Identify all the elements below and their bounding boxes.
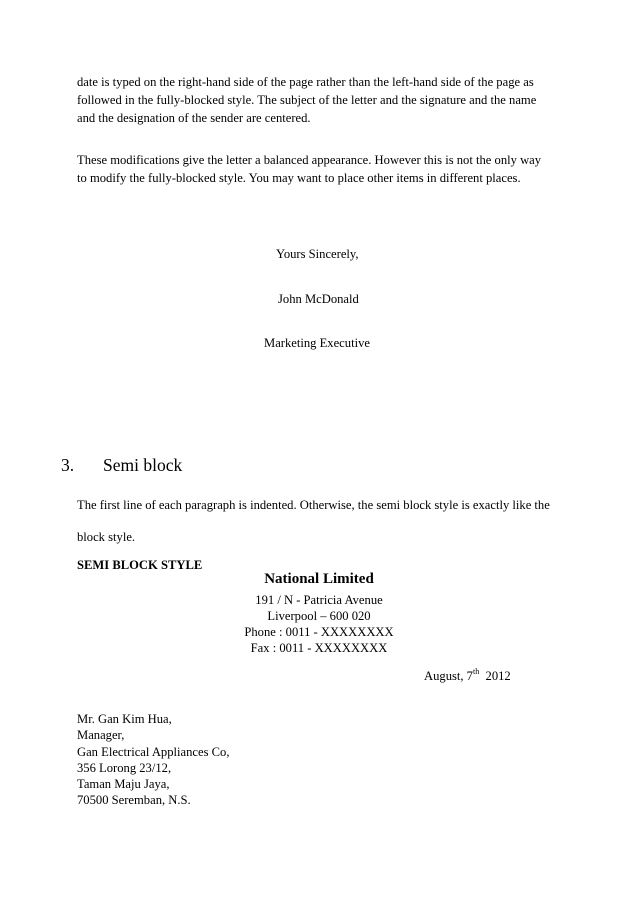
modifications-line: These modifications give the letter a balanced appearance. However this is not the only way xyxy=(77,153,542,167)
letterhead-address2: Liverpool – 600 020 xyxy=(267,609,371,623)
letterhead-fax: Fax : 0011 - XXXXXXXX xyxy=(250,641,388,655)
company-name: National Limited xyxy=(264,571,374,587)
section-description-line2: block style. xyxy=(77,530,136,544)
section-description-line1: The first line of each paragraph is indented. Otherwise, the semi block style is exactly like the xyxy=(77,498,550,512)
date-year: 2012 xyxy=(485,669,511,683)
modifications-line: to modify the fully-blocked style. You may want to place other items in different places. xyxy=(77,171,521,185)
signer-name: John McDonald xyxy=(278,292,359,306)
section-title: Semi block xyxy=(103,455,183,475)
style-label: SEMI BLOCK STYLE xyxy=(77,558,203,572)
letterhead-address1: 191 / N - Patricia Avenue xyxy=(255,593,383,607)
recipient-line: Taman Maju Jaya, xyxy=(77,777,170,792)
closing-salutation: Yours Sincerely, xyxy=(276,247,359,261)
recipient-line: Gan Electrical Appliances Co, xyxy=(77,744,230,759)
section-number: 3. xyxy=(61,455,75,475)
intro-line: followed in the fully-blocked style. The subject of the letter and the signature and the name xyxy=(77,93,537,107)
date-suffix: th xyxy=(472,667,480,676)
letterhead-phone: Phone : 0011 - XXXXXXXX xyxy=(244,625,394,639)
signer-title: Marketing Executive xyxy=(264,336,370,350)
modifications-paragraph xyxy=(77,151,541,187)
letter-date xyxy=(424,669,511,684)
intro-line: and the designation of the sender are centered. xyxy=(77,111,311,125)
recipient-line: Mr. Gan Kim Hua, xyxy=(77,712,172,726)
recipient-line: 356 Lorong 23/12, xyxy=(77,760,172,775)
recipient-line: 70500 Seremban, N.S. xyxy=(77,793,191,808)
recipient-line: Manager, xyxy=(77,728,125,743)
recipient-address xyxy=(77,711,229,809)
intro-paragraph xyxy=(77,73,536,127)
intro-line: date is typed on the right-hand side of the page rather than the left-hand side of the page as xyxy=(77,75,534,89)
date-month-day: August, 7 xyxy=(424,669,473,683)
